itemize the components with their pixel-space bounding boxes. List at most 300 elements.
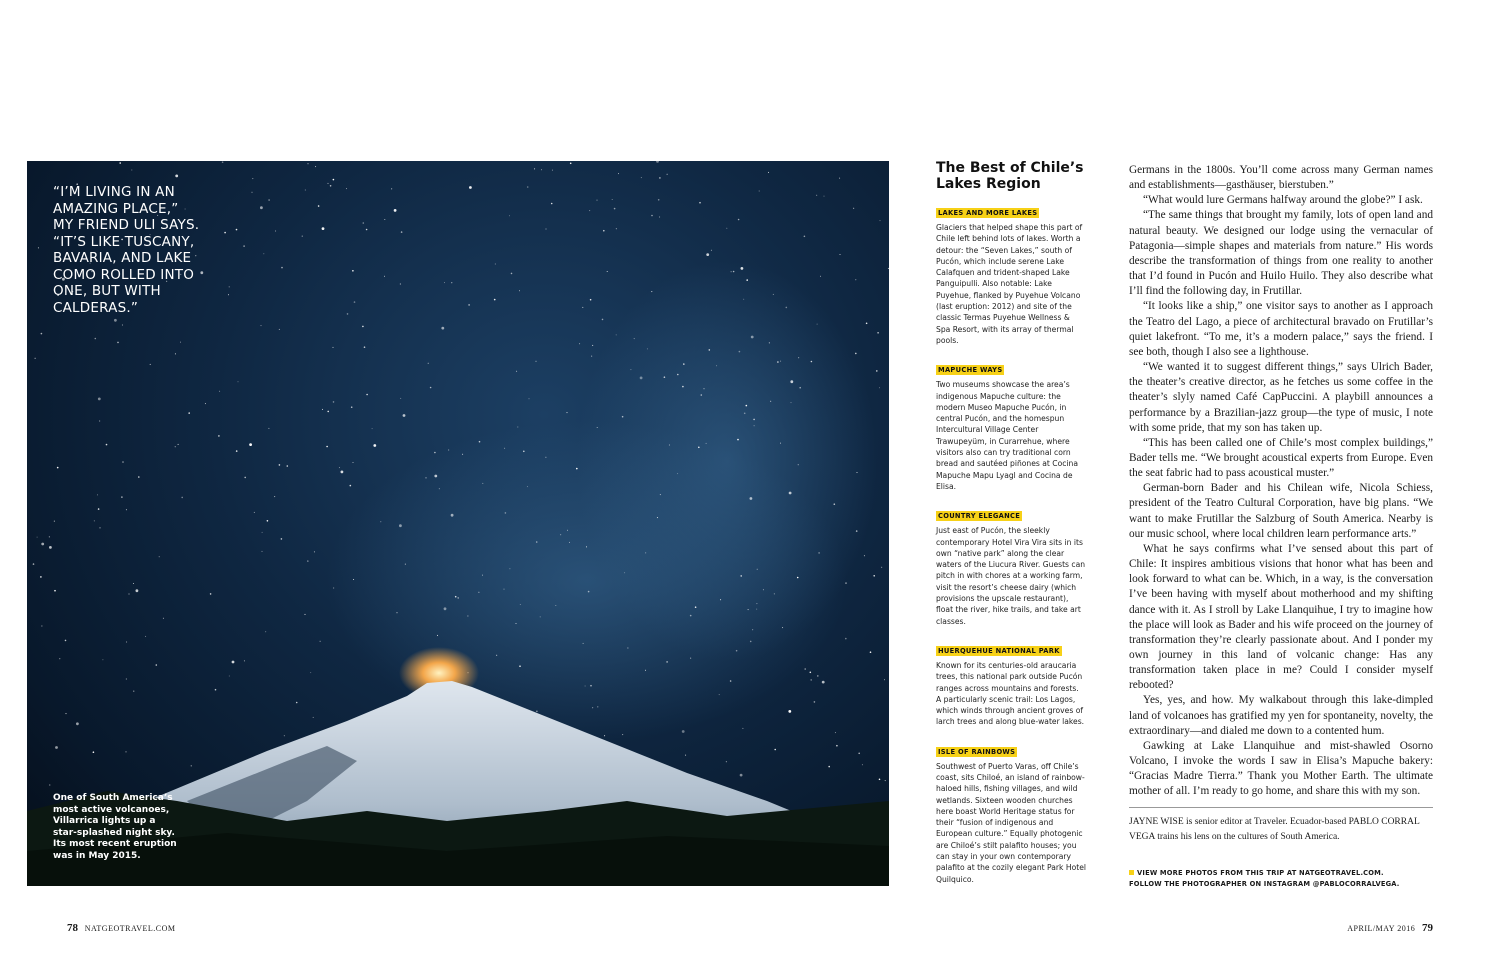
star-icon <box>622 416 624 418</box>
star-icon <box>579 343 580 344</box>
star-icon <box>753 419 755 421</box>
star-icon <box>268 428 269 429</box>
star-icon <box>55 746 58 749</box>
star-icon <box>219 391 220 392</box>
star-icon <box>746 405 748 407</box>
star-icon <box>327 411 329 413</box>
star-icon <box>836 745 838 747</box>
star-icon <box>117 342 119 344</box>
star-icon <box>647 348 648 349</box>
star-icon <box>527 486 528 487</box>
star-icon <box>866 323 868 325</box>
star-icon <box>279 329 280 330</box>
star-icon <box>791 402 792 403</box>
star-icon <box>857 472 858 473</box>
star-icon <box>597 427 598 428</box>
star-icon <box>222 161 224 163</box>
star-icon <box>341 471 344 474</box>
star-icon <box>586 546 587 547</box>
star-icon <box>816 195 817 196</box>
star-icon <box>243 245 245 247</box>
star-icon <box>509 215 510 216</box>
star-icon <box>333 401 335 403</box>
star-icon <box>740 575 742 577</box>
star-icon <box>656 161 659 163</box>
star-icon <box>799 387 801 389</box>
star-icon <box>536 361 537 362</box>
star-icon <box>752 629 753 630</box>
star-icon <box>754 425 755 426</box>
star-icon <box>41 333 43 335</box>
star-icon <box>817 324 818 325</box>
star-icon <box>750 641 752 643</box>
star-icon <box>106 444 108 446</box>
star-icon <box>726 228 727 229</box>
star-icon <box>59 658 60 659</box>
article-paragraph: “We wanted it to suggest different things,” says Ulrich Bader, the theater’s creative director, as he fetches us some coffee in the theater’s slyly named Café CapPuccini. A playbill announces a performance by a Brazilian-jazz group—the type of music, I note with some pride, that my son has taken up. <box>1129 361 1433 434</box>
star-icon <box>131 170 132 171</box>
star-icon <box>657 517 658 518</box>
star-icon <box>589 210 590 211</box>
star-icon <box>397 612 398 613</box>
star-icon <box>862 764 863 765</box>
star-icon <box>597 706 598 707</box>
star-icon <box>602 319 604 321</box>
star-icon <box>634 338 635 339</box>
star-icon <box>504 589 505 590</box>
star-icon <box>520 604 521 605</box>
star-icon <box>98 508 100 510</box>
star-icon <box>622 734 623 735</box>
star-icon <box>774 749 776 751</box>
star-icon <box>828 766 830 768</box>
star-icon <box>739 351 741 353</box>
star-icon <box>820 276 821 277</box>
star-icon <box>612 199 613 200</box>
star-icon <box>516 371 517 372</box>
star-icon <box>150 364 151 365</box>
star-icon <box>366 229 368 231</box>
star-icon <box>175 353 176 354</box>
star-icon <box>265 631 266 632</box>
star-icon <box>434 452 436 454</box>
star-icon <box>330 185 332 187</box>
star-icon <box>651 215 653 217</box>
star-icon <box>76 722 79 725</box>
star-icon <box>658 199 660 201</box>
star-icon <box>536 711 538 713</box>
star-icon <box>855 279 856 280</box>
sidebar-body: Known for its centuries-old araucaria trees, this national park outside Pucón ranges across mountains and forests. A particularly scenic trail: Los Lagos, which winds through ancient groves of larch trees and along blue-water lakes. <box>936 660 1085 727</box>
star-icon <box>326 446 328 448</box>
star-icon <box>261 325 262 326</box>
star-icon <box>818 552 820 554</box>
star-icon <box>163 618 164 619</box>
star-icon <box>701 394 703 396</box>
star-icon <box>853 208 854 209</box>
star-icon <box>616 334 617 335</box>
star-icon <box>353 462 354 463</box>
star-icon <box>126 751 127 752</box>
star-icon <box>482 483 483 484</box>
star-icon <box>275 231 276 232</box>
star-icon <box>876 370 878 372</box>
sidebar-heading: LAKES AND MORE LAKES <box>938 209 1038 217</box>
sidebar-section <box>936 359 1086 492</box>
star-icon <box>541 169 542 170</box>
star-icon <box>260 206 263 209</box>
star-icon <box>570 163 572 165</box>
photo-caption: One of South America’s most active volcanoes, Villarrica lights up a star-splashed night sky. Its most recent eruption was in May 2015. <box>53 793 177 861</box>
star-icon <box>175 175 178 178</box>
star-icon <box>592 345 593 346</box>
star-icon <box>364 346 366 348</box>
star-icon <box>126 642 127 643</box>
star-icon <box>441 327 444 330</box>
promo-link[interactable]: VIEW MORE PHOTOS FROM THIS TRIP AT NATGEOTRAVEL.COM. <box>1137 869 1384 877</box>
star-icon <box>667 174 668 175</box>
star-icon <box>328 183 329 184</box>
star-icon <box>706 443 707 444</box>
star-icon <box>736 650 738 652</box>
issue-date: APRIL/MAY 2016 <box>1347 924 1416 933</box>
star-icon <box>835 732 836 733</box>
star-icon <box>698 447 700 449</box>
pull-quote: “I’M LIVING IN AN AMAZING PLACE,” MY FRIEND ULI SAYS. “IT’S LIKE TUSCANY, BAVARIA, AND LAKE COMO ROLLED INTO ONE, BUT WITH CALDERAS.” <box>53 184 200 316</box>
star-icon <box>751 336 754 339</box>
star-icon <box>244 477 246 479</box>
star-icon <box>614 208 616 210</box>
star-icon <box>322 227 325 230</box>
star-icon <box>457 597 459 599</box>
star-icon <box>405 564 406 565</box>
star-icon <box>268 199 270 201</box>
star-icon <box>517 427 518 428</box>
star-icon <box>509 568 510 569</box>
star-icon <box>603 230 605 232</box>
sidebar-heading: ISLE OF RAINBOWS <box>938 747 1016 756</box>
star-icon <box>519 290 520 291</box>
star-icon <box>384 219 385 220</box>
star-icon <box>462 454 463 455</box>
star-icon <box>93 751 95 753</box>
star-icon <box>669 445 670 446</box>
star-icon <box>102 659 103 660</box>
sidebar-section <box>936 741 1086 885</box>
star-icon <box>347 313 349 315</box>
sidebar-heading: COUNTRY ELEGANCE <box>938 512 1021 521</box>
star-icon <box>864 555 865 556</box>
star-icon <box>284 735 285 736</box>
star-icon <box>41 626 42 627</box>
star-icon <box>645 552 646 553</box>
star-icon <box>305 614 306 615</box>
star-icon <box>38 247 39 248</box>
star-icon <box>156 664 158 666</box>
star-icon <box>798 464 799 465</box>
star-icon <box>180 342 181 343</box>
star-icon <box>469 186 472 189</box>
star-icon <box>94 520 95 521</box>
page-number-left: 78 <box>67 922 78 934</box>
star-icon <box>229 286 230 287</box>
star-icon <box>682 730 685 733</box>
star-icon <box>448 450 449 451</box>
star-icon <box>495 264 496 265</box>
star-icon <box>624 572 625 573</box>
sidebar-box <box>936 160 1086 898</box>
article-paragraph: “It looks like a ship,” one visitor says to another as I approach the Teatro del Lago, a piece of architectural bravado on Frutillar’s quiet lakefront. “To me, it’s a modern palace,” says the friend. I see both, though I also see a lighthouse. <box>1129 300 1433 358</box>
star-icon <box>138 476 140 478</box>
star-icon <box>444 282 445 283</box>
hero-photo <box>27 161 889 886</box>
star-icon <box>759 191 760 192</box>
star-icon <box>756 609 757 610</box>
star-icon <box>769 342 770 343</box>
star-icon <box>545 457 546 458</box>
star-icon <box>313 717 314 718</box>
star-icon <box>750 497 753 500</box>
star-icon <box>585 686 586 687</box>
star-icon <box>711 250 712 251</box>
star-icon <box>99 421 100 422</box>
sidebar-body: Glaciers that helped shape this part of Chile left behind lots of lakes. Worth a detour: the “Seven Lakes,” south of Pucón, which include serene Lake Calafquen and trident-shaped Lake Panguipulli. Also notable: Lake Puyehue, flanked by Puyehue Volcano (last eruption: 2012) and site of the classic Termas Puyehue Wellness & Spa Resort, with its array of thermal pools. <box>936 223 1083 345</box>
star-icon <box>133 691 134 692</box>
star-icon <box>122 325 123 326</box>
star-icon <box>780 443 781 444</box>
star-icon <box>236 450 238 452</box>
star-icon <box>263 253 264 254</box>
star-icon <box>576 468 578 470</box>
yellow-square-icon <box>1129 870 1134 875</box>
star-icon <box>384 276 385 277</box>
star-icon <box>249 443 252 446</box>
star-icon <box>133 583 134 584</box>
star-icon <box>380 521 381 522</box>
article-paragraph: What he says confirms what I’ve sensed about this part of Chile: It inspires ambitious visions that honor what has been and look forward to what can be. Which, in a way, is the conversation I’ve been having with myself about motherhood and my shifting dance with it. As I stroll by Lake Llanquihue, I try to imagine how the place will look as Bader and his wife proceed on the journey of transformation they’re clearly passionate about. And I ponder my own journey in this land of volcanic change: Has any transformation taken place in me? Could I consider myself rebooted? <box>1129 542 1433 692</box>
star-icon <box>627 648 628 649</box>
star-icon <box>362 326 364 328</box>
star-icon <box>789 492 792 495</box>
star-icon <box>482 575 483 576</box>
star-icon <box>659 217 660 218</box>
star-icon <box>834 503 836 505</box>
star-icon <box>455 596 457 598</box>
star-icon <box>126 509 127 510</box>
star-icon <box>588 591 590 593</box>
article-column <box>1129 163 1433 800</box>
star-icon <box>66 713 67 714</box>
star-icon <box>677 374 679 376</box>
star-icon <box>391 188 392 189</box>
star-icon <box>188 412 190 414</box>
star-icon <box>310 672 311 673</box>
star-icon <box>716 365 717 366</box>
star-icon <box>346 188 347 189</box>
star-icon <box>353 579 354 580</box>
star-icon <box>856 530 858 532</box>
star-icon <box>205 403 206 404</box>
article-paragraph: “This has been called one of Chile’s most complex buildings,” Bader tells me. “We brought acoustical experts from Europe. Even the seat fabric had to pass acoustical muster.” <box>1129 436 1433 480</box>
star-icon <box>54 590 56 592</box>
star-icon <box>403 414 406 417</box>
star-icon <box>733 271 735 273</box>
star-icon <box>814 701 816 703</box>
star-icon <box>824 196 825 197</box>
star-icon <box>426 477 427 478</box>
star-icon <box>401 231 403 233</box>
star-icon <box>560 534 561 535</box>
star-icon <box>879 387 880 388</box>
star-icon <box>777 361 779 363</box>
star-icon <box>430 387 432 389</box>
star-icon <box>252 178 253 179</box>
star-icon <box>845 638 847 640</box>
star-icon <box>262 551 263 552</box>
star-icon <box>439 488 440 489</box>
star-icon <box>279 464 281 466</box>
star-icon <box>858 753 860 755</box>
star-icon <box>651 291 652 292</box>
star-icon <box>236 229 238 231</box>
star-icon <box>100 527 101 528</box>
star-icon <box>254 512 255 513</box>
star-icon <box>136 589 139 592</box>
star-icon <box>468 304 470 306</box>
promo-instagram[interactable]: FOLLOW THE PHOTOGRAPHER ON INSTAGRAM @PABLOCORRALVEGA. <box>1129 880 1400 888</box>
star-icon <box>746 279 748 281</box>
star-icon <box>888 268 889 269</box>
star-icon <box>616 228 617 229</box>
star-icon <box>567 530 568 531</box>
star-icon <box>583 643 584 644</box>
star-icon <box>267 520 269 522</box>
star-icon <box>307 560 309 562</box>
star-icon <box>873 575 875 577</box>
star-icon <box>434 475 437 478</box>
star-icon <box>228 294 229 295</box>
star-icon <box>756 603 757 604</box>
star-icon <box>683 363 685 365</box>
promo-note <box>1129 868 1449 890</box>
star-icon <box>175 446 176 447</box>
folio-right <box>1347 922 1433 934</box>
star-icon <box>780 361 781 362</box>
star-icon <box>519 665 521 667</box>
star-icon <box>98 398 101 401</box>
star-icon <box>685 755 686 756</box>
star-icon <box>839 178 840 179</box>
star-icon <box>372 428 373 429</box>
star-icon <box>682 386 684 388</box>
page-number-right: 79 <box>1422 922 1433 934</box>
star-icon <box>630 369 631 370</box>
article-paragraph: Gawking at Lake Llanquihue and mist-shawled Osorno Volcano, I invoke the words I saw in Elisa’s Mapuche bakery: “Gracias Madre Tierra.” Thank you Mother Earth. The ultimate mother of all. I’m ready to go home, and share this with my son. <box>1129 739 1433 798</box>
star-icon <box>210 593 212 595</box>
star-icon <box>788 710 791 713</box>
star-icon <box>695 606 697 608</box>
star-icon <box>763 589 764 590</box>
star-icon <box>534 168 535 169</box>
star-icon <box>618 173 619 174</box>
star-icon <box>49 536 50 537</box>
star-icon <box>786 307 788 309</box>
star-icon <box>504 448 505 449</box>
star-icon <box>350 485 352 487</box>
star-icon <box>122 461 124 463</box>
star-icon <box>49 785 50 786</box>
star-icon <box>591 356 592 357</box>
star-icon <box>590 685 592 687</box>
star-icon <box>287 465 289 467</box>
star-icon <box>114 319 117 322</box>
star-icon <box>505 512 507 514</box>
star-icon <box>333 347 334 348</box>
star-icon <box>33 563 35 565</box>
sidebar-section <box>936 505 1086 627</box>
star-icon <box>706 253 709 256</box>
star-icon <box>95 338 97 340</box>
star-icon <box>333 588 334 589</box>
star-icon <box>884 679 885 680</box>
star-icon <box>810 672 812 674</box>
star-icon <box>366 394 368 396</box>
article-paragraph: “What would lure Germans halfway around the globe?” I ask. <box>1143 194 1423 207</box>
star-icon <box>428 363 429 364</box>
star-icon <box>437 635 438 636</box>
star-icon <box>664 376 666 378</box>
sidebar-section <box>936 202 1086 346</box>
star-icon <box>399 524 402 527</box>
star-icon <box>690 658 691 659</box>
star-icon <box>743 299 744 300</box>
star-icon <box>810 679 812 681</box>
star-icon <box>822 681 825 684</box>
star-icon <box>516 623 517 624</box>
star-icon <box>478 592 479 593</box>
star-icon <box>444 607 447 610</box>
star-icon <box>40 576 42 578</box>
star-icon <box>496 655 497 656</box>
star-icon <box>540 616 541 617</box>
star-icon <box>855 353 857 355</box>
star-icon <box>677 473 678 474</box>
star-icon <box>126 679 127 680</box>
star-icon <box>35 358 36 359</box>
star-icon <box>351 406 353 408</box>
star-icon <box>880 220 881 221</box>
author-bio: JAYNE WISE is senior editor at Traveler. Ecuador-based PABLO CORRAL VEGA trains his lens on the cultures of South America. <box>1129 807 1433 845</box>
star-icon <box>37 537 38 538</box>
star-icon <box>551 203 553 205</box>
star-icon <box>523 451 525 453</box>
star-icon <box>215 689 217 691</box>
star-icon <box>731 271 732 272</box>
star-icon <box>659 177 661 179</box>
star-icon <box>592 707 593 708</box>
star-icon <box>314 551 315 552</box>
star-icon <box>238 381 239 382</box>
star-icon <box>97 494 98 495</box>
star-icon <box>690 615 692 617</box>
star-icon <box>790 380 793 383</box>
star-icon <box>54 521 55 522</box>
star-icon <box>768 172 769 173</box>
star-icon <box>320 641 321 642</box>
star-icon <box>451 514 454 517</box>
star-icon <box>641 177 642 178</box>
star-icon <box>318 205 320 207</box>
